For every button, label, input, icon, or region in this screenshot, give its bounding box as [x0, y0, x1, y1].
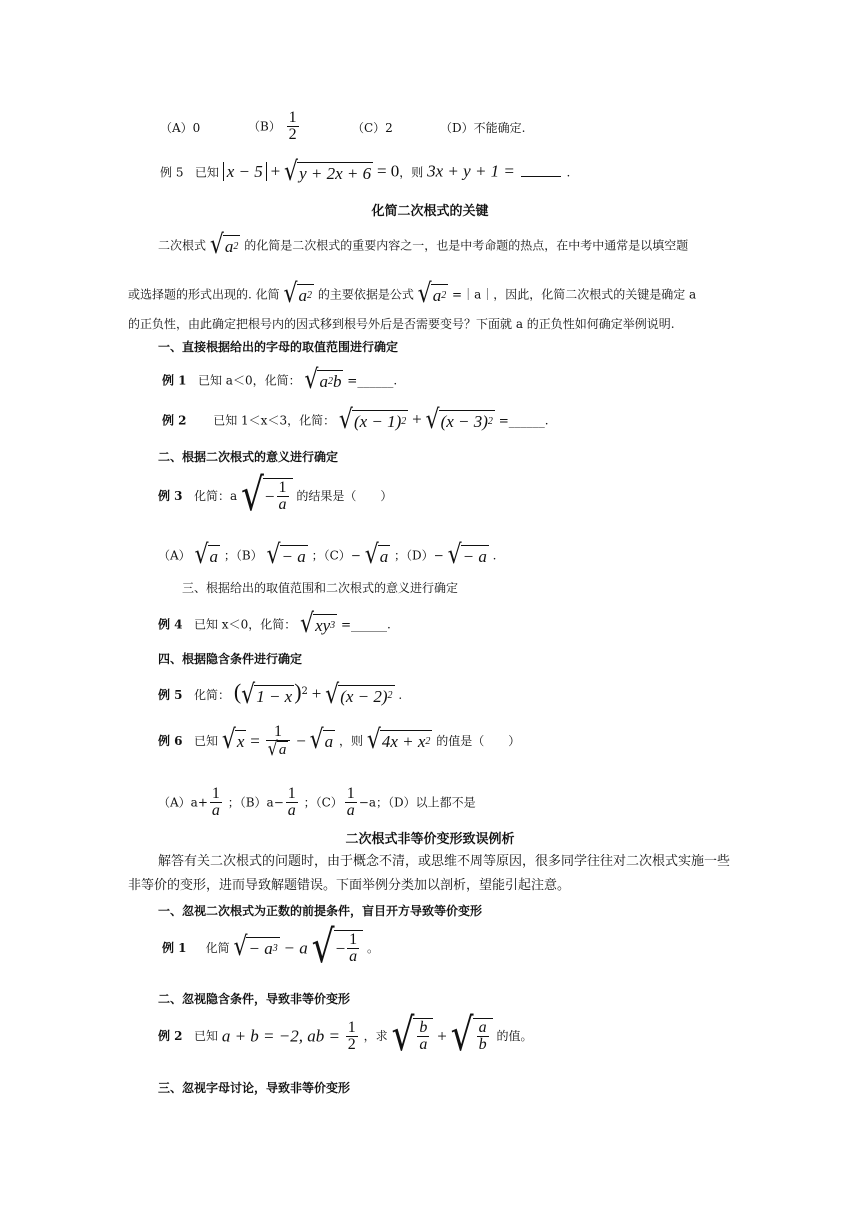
example-1: 例 1 已知 a＜0，化简： √ a 2 b =______. [162, 365, 398, 396]
example-5: 例 5 化简： ( √ 1 − x )$^2$ + √ (x − 2) 2 . [158, 679, 403, 710]
part-2-heading: 二、忽视隐含条件，导致非等价变形 [158, 992, 351, 1006]
section-2-heading: 二、根据二次根式的意义进行确定 [158, 450, 339, 464]
example-6: 例 6 已知 √ x = 1 √ a − √ a ，则 √ 4x + x 2 的值是（ ） [158, 723, 521, 760]
part-1-heading: 一、忽视二次根式为正数的前提条件，盲目开方导致等价变形 [158, 904, 483, 918]
example-2: 例 2 已知 1＜x＜3，化简： √ (x − 1) 2 + √ (x − 3) 2 =______. [162, 405, 549, 436]
example-6-options: （A）a+ $\frac{1}{a}$ ；（B）a− $\frac{1}{a}$ ；（C） $\frac{1}{a}$ −a；（D）以上都不是 [158, 785, 476, 819]
section-title-2: 二次根式非等价变形致误例析 [345, 832, 515, 847]
option-d: （D）不能确定. [440, 121, 526, 135]
intro-line-1: 二次根式 √ a 2 的化简是二次根式的重要内容之一，也是中考命题的热点，在中考中通常是以填空题 [158, 230, 689, 261]
option-a: （A）0 [160, 121, 201, 135]
part-2-example: 例 2 已知 a + b = −2, ab = $\frac{1}{2}$ ，求 √ $\frac{b}{a}$ + √ $\frac{a}{b}$ 的值。 [158, 1009, 533, 1061]
option-b: （B） $\frac{1}{2}$ [248, 109, 297, 143]
example-5-top: 例 5 已知 x − 5 + √ y + 2x + 6 = 0，则 3x + y + 1 = . [160, 157, 571, 188]
section-title-1: 化简二次根式的关键 [371, 204, 489, 219]
intro-line-3: 的正负性，由此确定把根号内的因式移到根号外后是否需要变号？下面就 a 的正负性如何确定举例说明. [128, 317, 675, 331]
part-3-heading: 三、忽视字母讨论，导致非等价变形 [158, 1081, 351, 1095]
section-1-heading: 一、直接根据给出的字母的取值范围进行确定 [158, 340, 399, 354]
intro-line-2: 或选择题的形式出现的. 化简 √ a 2 的主要依据是公式 √ a 2 =｜a｜，因此，化简二次根式的关键是确定 a [128, 279, 697, 310]
section-4-heading: 四、根据隐含条件进行确定 [158, 652, 303, 666]
example-3: 例 3 化简：a √ − $\frac{1}{a}$ 的结果是（ ） [158, 469, 393, 521]
example-4: 例 4 已知 x＜0，化简： √ xy 3 =______. [158, 609, 391, 640]
part-1-example: 例 1 化简 √ − a 3 − a √ − $\frac{1}{a}$ 。 [162, 921, 379, 973]
intro-2: 解答有关二次根式的问题时，由于概念不清，或思维不周等原因，很多同学往往对二次根式实施一些非等价的变形，进而导致解题错误。下面举例分类加以剖析，望能引起注意。 [128, 854, 731, 893]
option-c: （C）2 [352, 121, 393, 135]
section-3-heading: 三、根据给出的取值范围和二次根式的意义进行确定 [182, 581, 459, 595]
example-3-options: （A） √ a ；（B） √ − a ；（C）− √ a ；（D）− √ − a . [158, 540, 497, 571]
